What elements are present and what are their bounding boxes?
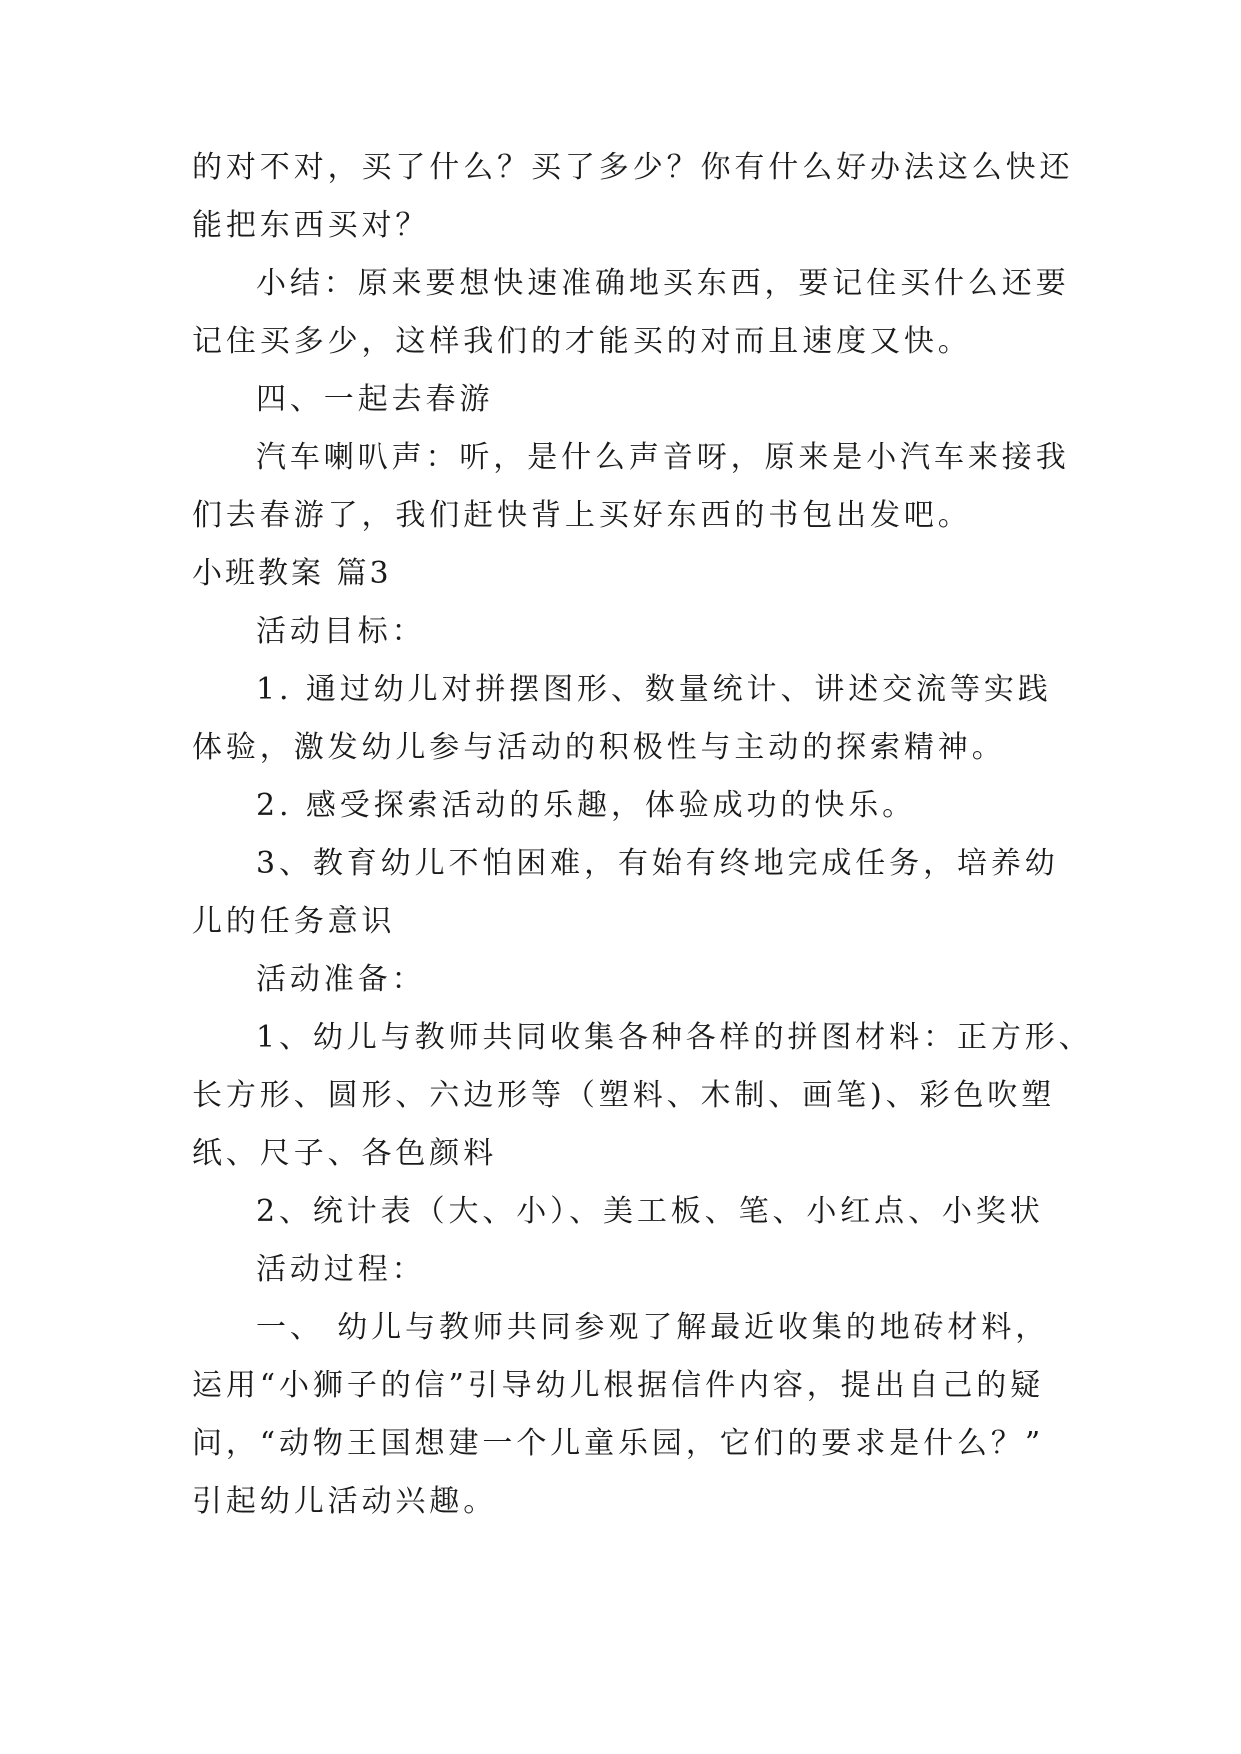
paragraph-line: 2. 感受探索活动的乐趣，体验成功的快乐。 bbox=[256, 788, 917, 823]
paragraph-line: 的对不对，买了什么？买了多少？你有什么好办法这么快还 bbox=[192, 150, 1074, 185]
paragraph-line: 们去春游了，我们赶快背上买好东西的书包出发吧。 bbox=[192, 498, 972, 533]
section-heading: 活动目标： bbox=[256, 614, 426, 649]
paragraph-line: 长方形、圆形、六边形等（塑料、木制、画笔)、彩色吹塑 bbox=[192, 1078, 1056, 1113]
paragraph-line: 1、幼儿与教师共同收集各种各样的拼图材料：正方形、 bbox=[256, 1020, 1093, 1055]
paragraph-line: 3、教育幼儿不怕困难，有始有终地完成任务，培养幼 bbox=[256, 846, 1059, 881]
paragraph-line: 一、 幼儿与教师共同参观了解最近收集的地砖材料， bbox=[256, 1310, 1050, 1345]
paragraph-line: 小结：原来要想快速准确地买东西，要记住买什么还要 bbox=[256, 266, 1070, 301]
paragraph-line: 记住买多少，这样我们的才能买的对而且速度又快。 bbox=[192, 324, 972, 359]
section-heading: 活动过程： bbox=[256, 1252, 426, 1287]
paragraph-line: 体验，激发幼儿参与活动的积极性与主动的探索精神。 bbox=[192, 730, 1006, 765]
article-title: 小班教案 篇3 bbox=[192, 556, 392, 591]
paragraph-line: 纸、尺子、各色颜料 bbox=[192, 1136, 498, 1171]
paragraph-line: 引起幼儿活动兴趣。 bbox=[192, 1484, 498, 1519]
paragraph-line: 儿的任务意识 bbox=[192, 904, 396, 939]
paragraph-line: 运用“小狮子的信”引导幼儿根据信件内容，提出自己的疑 bbox=[192, 1368, 1045, 1403]
paragraph-line: 问，“动物王国想建一个儿童乐园，它们的要求是什么？” bbox=[192, 1426, 1045, 1461]
section-heading: 活动准备： bbox=[256, 962, 426, 997]
paragraph-line: 1. 通过幼儿对拼摆图形、数量统计、讲述交流等实践 bbox=[256, 672, 1052, 707]
paragraph-line: 能把东西买对？ bbox=[192, 208, 430, 243]
paragraph-line: 2、统计表（大、小）、美工板、笔、小红点、小奖状 bbox=[256, 1194, 1044, 1229]
paragraph-line: 汽车喇叭声：听，是什么声音呀，原来是小汽车来接我 bbox=[256, 440, 1070, 475]
section-heading: 四、一起去春游 bbox=[256, 382, 494, 417]
